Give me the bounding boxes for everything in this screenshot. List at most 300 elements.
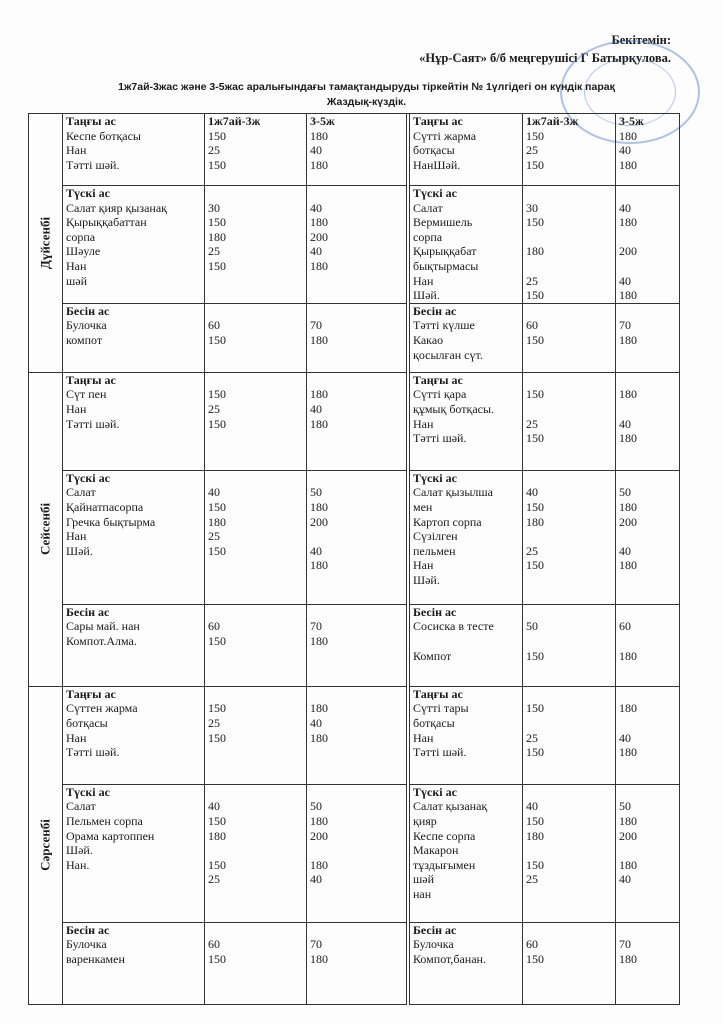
left-dish-cell <box>63 922 205 1004</box>
quantity-value: 150 <box>526 157 544 172</box>
quantity-value: 180 <box>619 558 637 573</box>
dish-name: Сүттен жарма <box>66 701 138 716</box>
quantity-value: 200 <box>619 828 637 843</box>
quantity-value <box>619 259 676 274</box>
right-qty-age2-cell <box>616 604 680 686</box>
age-column-header: 1ж7ай-3ж <box>526 114 579 128</box>
dish-name: қияр <box>413 813 437 828</box>
dish-name: нан <box>413 886 432 901</box>
quantity-value: 150 <box>208 332 226 347</box>
quantity-value: 180 <box>619 387 637 402</box>
quantity-value: 150 <box>526 701 544 716</box>
quantity-value: 180 <box>310 951 328 966</box>
right-qty-age2-cell <box>616 784 680 922</box>
quantity-value: 180 <box>310 813 328 828</box>
dish-name: Нан <box>413 416 434 431</box>
day-label <box>29 372 63 686</box>
left-qty-age1-cell <box>205 922 307 1004</box>
dish-name <box>413 634 519 649</box>
dish-name: Сүтті қара <box>413 387 467 402</box>
quantity-value: 150 <box>208 701 226 716</box>
right-qty-age1-cell <box>523 686 616 784</box>
quantity-value: 150 <box>208 258 226 273</box>
dish-name: ботқасы <box>413 715 455 730</box>
quantity-value: 50 <box>619 799 631 814</box>
dish-name: Сосиска в тесте <box>413 619 494 634</box>
right-dish-cell <box>410 604 523 686</box>
dish-name: Компот <box>413 648 452 663</box>
quantity-value: 150 <box>208 387 226 402</box>
meal-header: Бесін ас <box>66 604 110 619</box>
quantity-value: 40 <box>208 485 220 500</box>
right-qty-age1-cell <box>523 186 616 304</box>
quantity-value: 40 <box>310 543 322 558</box>
quantity-value: 70 <box>619 318 631 333</box>
quantity-value: 150 <box>208 730 226 745</box>
dish-name: құмық ботқасы. <box>413 401 495 416</box>
quantity-value: 40 <box>526 485 538 500</box>
document-title <box>40 80 693 110</box>
quantity-value: 150 <box>526 128 544 143</box>
quantity-value <box>208 274 303 289</box>
quantity-value <box>526 529 612 544</box>
quantity-value <box>619 348 676 363</box>
left-qty-age1-cell <box>205 604 307 686</box>
dish-name: Салат <box>66 485 96 500</box>
left-dish-cell <box>63 470 205 604</box>
quantity-value: 180 <box>619 648 637 663</box>
quantity-value: 180 <box>619 288 637 303</box>
right-qty-age1-cell <box>523 604 616 686</box>
dish-name: Шәй. <box>413 572 440 587</box>
meal-header: Таңғы ас <box>413 686 463 701</box>
quantity-value <box>208 843 303 858</box>
dish-name: Пельмен сорпа <box>66 813 143 828</box>
dish-name: Кеспе сорпа <box>413 828 476 843</box>
quantity-value: 150 <box>526 499 544 514</box>
meal-row <box>29 372 680 470</box>
quantity-value <box>310 529 403 544</box>
quantity-value: 40 <box>619 543 631 558</box>
quantity-value <box>619 230 676 245</box>
quantity-value: 180 <box>619 951 637 966</box>
quantity-value: 200 <box>310 828 328 843</box>
dish-name: мен <box>413 499 433 514</box>
right-qty-age2-cell <box>616 470 680 604</box>
dish-name: Нан. <box>66 857 90 872</box>
quantity-value: 150 <box>208 813 226 828</box>
quantity-value: 180 <box>619 745 637 760</box>
dish-name: Нан <box>413 558 434 573</box>
dish-name: Салат <box>66 799 96 814</box>
dish-name: Нан <box>66 529 87 544</box>
quantity-value: 40 <box>310 401 322 416</box>
left-qty-age2-cell <box>307 686 407 784</box>
quantity-value: 180 <box>619 128 637 143</box>
quantity-value: 30 <box>526 200 538 215</box>
right-dish-cell <box>410 303 523 372</box>
dish-name: Қырыққабаттан <box>66 215 147 230</box>
dish-name: Нан <box>66 258 87 273</box>
right-dish-cell <box>410 470 523 604</box>
dish-name: қосылған сүт. <box>413 347 483 362</box>
quantity-value: 180 <box>619 215 637 230</box>
quantity-value: 150 <box>526 951 544 966</box>
left-qty-age2-cell <box>307 186 407 304</box>
dish-name: НанШәй. <box>413 157 461 172</box>
quantity-value: 180 <box>208 514 226 529</box>
quantity-value <box>619 716 676 731</box>
quantity-value: 180 <box>310 128 328 143</box>
approval-line-1: Бекітемін: <box>611 33 671 47</box>
dish-name: Тәтті шәй. <box>66 416 120 431</box>
day-label <box>29 686 63 1004</box>
left-qty-age1-cell <box>205 686 307 784</box>
quantity-value <box>526 230 612 245</box>
quantity-value <box>526 402 612 417</box>
dish-name: ботқасы <box>66 715 108 730</box>
right-qty-age1-cell <box>523 372 616 470</box>
meal-row <box>29 604 680 686</box>
quantity-value: 150 <box>526 332 544 347</box>
day-name: Сейсенбі <box>37 503 53 556</box>
quantity-value: 40 <box>310 143 322 158</box>
dish-name: Картоп сорпа <box>413 514 482 529</box>
right-dish-cell <box>410 114 523 186</box>
quantity-value: 40 <box>619 730 631 745</box>
quantity-value: 180 <box>310 258 328 273</box>
meal-header: Бесін ас <box>66 922 110 937</box>
meal-row <box>29 303 680 372</box>
left-qty-age1-cell <box>205 784 307 922</box>
left-qty-age1-cell <box>205 303 307 372</box>
right-qty-age1-cell <box>523 922 616 1004</box>
quantity-value: 40 <box>310 200 322 215</box>
meal-header: Таңғы ас <box>413 114 463 128</box>
quantity-value: 150 <box>208 215 226 230</box>
left-qty-age2-cell <box>307 303 407 372</box>
dish-name: сорпа <box>413 229 443 244</box>
quantity-value: 60 <box>208 619 220 634</box>
meal-row <box>29 922 680 1004</box>
quantity-value: 25 <box>526 730 538 745</box>
quantity-value: 40 <box>208 799 220 814</box>
quantity-value: 150 <box>526 813 544 828</box>
dish-name: Булочка <box>413 937 454 952</box>
quantity-value <box>526 843 612 858</box>
quantity-value: 50 <box>619 485 631 500</box>
quantity-value: 50 <box>526 619 538 634</box>
left-qty-age1-cell <box>205 372 307 470</box>
quantity-value: 25 <box>526 143 538 158</box>
quantity-value: 180 <box>526 828 544 843</box>
dish-name: Тәтті шәй. <box>66 745 120 760</box>
quantity-value: 150 <box>526 558 544 573</box>
quantity-value: 180 <box>310 701 328 716</box>
quantity-value <box>526 716 612 731</box>
left-qty-age2-cell <box>307 470 407 604</box>
dish-name: Сүт пен <box>66 387 107 402</box>
right-qty-age2-cell <box>616 303 680 372</box>
quantity-value: 200 <box>619 244 637 259</box>
dish-name: Салат қияр қызанақ <box>66 200 167 215</box>
left-qty-age1-cell <box>205 114 307 186</box>
dish-name: бықтырмасы <box>413 258 479 273</box>
right-dish-cell <box>410 372 523 470</box>
dish-name: Қайнатпасорпа <box>66 499 144 514</box>
age-column-header: 1ж7ай-3ж <box>208 114 261 128</box>
dish-name: Тәтті күлше <box>413 318 475 333</box>
dish-name: Салат <box>413 200 443 215</box>
quantity-value: 180 <box>310 499 328 514</box>
quantity-value: 150 <box>526 857 544 872</box>
quantity-value: 50 <box>310 485 322 500</box>
quantity-value: 60 <box>208 318 220 333</box>
dish-name: пельмен <box>413 543 456 558</box>
dish-name: Какао <box>413 332 444 347</box>
left-qty-age1-cell <box>205 186 307 304</box>
quantity-value: 150 <box>526 745 544 760</box>
meal-row <box>29 784 680 922</box>
meal-header: Бесін ас <box>66 303 110 318</box>
quantity-value: 70 <box>310 619 322 634</box>
right-dish-cell <box>410 784 523 922</box>
left-dish-cell <box>63 784 205 922</box>
left-qty-age2-cell <box>307 604 407 686</box>
quantity-value: 40 <box>310 244 322 259</box>
quantity-value: 25 <box>208 143 220 158</box>
dish-name: Орама картоппен <box>66 828 155 843</box>
age-column-header: 3-5ж <box>619 114 644 128</box>
dish-name: Сары май. нан <box>66 619 140 634</box>
quantity-value: 180 <box>310 730 328 745</box>
meal-row <box>29 686 680 784</box>
quantity-value: 40 <box>619 273 631 288</box>
dish-name: Шәй. <box>66 543 93 558</box>
dish-name: шәй <box>413 872 434 887</box>
meal-header: Таңғы ас <box>66 114 116 128</box>
quantity-value: 60 <box>526 937 538 952</box>
quantity-value: 50 <box>310 799 322 814</box>
right-qty-age2-cell <box>616 372 680 470</box>
left-qty-age2-cell <box>307 784 407 922</box>
quantity-value: 180 <box>310 332 328 347</box>
dish-name: Шәй. <box>413 288 440 303</box>
quantity-value: 150 <box>208 416 226 431</box>
age-column-header: 3-5ж <box>310 114 335 128</box>
quantity-value <box>526 259 612 274</box>
quantity-value: 60 <box>526 318 538 333</box>
right-qty-age1-cell <box>523 784 616 922</box>
dish-name: Нан <box>413 273 434 288</box>
dish-name: Салат қызанақ <box>413 799 488 814</box>
quantity-value <box>310 843 403 858</box>
quantity-value: 180 <box>526 514 544 529</box>
quantity-value: 25 <box>208 244 220 259</box>
dish-name: Нан <box>66 730 87 745</box>
quantity-value: 70 <box>310 937 322 952</box>
quantity-value: 40 <box>526 799 538 814</box>
quantity-value <box>526 634 612 649</box>
quantity-value: 150 <box>208 157 226 172</box>
quantity-value: 180 <box>619 813 637 828</box>
quantity-value: 150 <box>208 499 226 514</box>
right-qty-age2-cell <box>616 686 680 784</box>
quantity-value: 180 <box>310 157 328 172</box>
quantity-value: 150 <box>526 387 544 402</box>
quantity-value: 180 <box>310 215 328 230</box>
meal-row <box>29 114 680 186</box>
quantity-value: 180 <box>619 332 637 347</box>
quantity-value: 150 <box>526 288 544 303</box>
quantity-value <box>619 634 676 649</box>
right-qty-age1-cell <box>523 470 616 604</box>
left-dish-cell <box>63 114 205 186</box>
quantity-value <box>526 348 612 363</box>
quantity-value: 40 <box>619 872 631 887</box>
dish-name: компот <box>66 332 103 347</box>
dish-name: Нан <box>66 143 87 158</box>
dish-name: Нан <box>66 401 87 416</box>
meal-header: Бесін ас <box>413 922 457 937</box>
dish-name: Компот,банан. <box>413 951 486 966</box>
meal-header: Таңғы ас <box>66 686 116 701</box>
left-dish-cell <box>63 372 205 470</box>
right-qty-age1-cell <box>523 114 616 186</box>
dish-name: Нан <box>413 730 434 745</box>
quantity-value: 150 <box>208 633 226 648</box>
dish-name: Вермишель <box>413 215 473 230</box>
title-line-1: 1ж7ай-3жас және 3-5жас аралығындағы тамақтандыруды тіркейтін № 1үлгідегі он күндік парақ <box>118 81 615 93</box>
dish-name: Гречка бықтырма <box>66 514 156 529</box>
quantity-value: 25 <box>526 543 538 558</box>
quantity-value <box>619 843 676 858</box>
quantity-value: 30 <box>208 200 220 215</box>
quantity-value: 150 <box>526 431 544 446</box>
quantity-value: 40 <box>619 143 631 158</box>
dish-name: шәй <box>66 273 87 288</box>
approval-line-2: «Нұр-Саят» б/б меңгерушісі Г Батырқулова. <box>419 51 671 65</box>
dish-name: Сүтті жарма <box>413 128 477 143</box>
quantity-value: 200 <box>310 514 328 529</box>
quantity-value: 60 <box>208 937 220 952</box>
quantity-value: 70 <box>310 318 322 333</box>
dish-name: Шәй. <box>66 843 93 858</box>
quantity-value: 180 <box>310 633 328 648</box>
dish-name: ботқасы <box>413 143 455 158</box>
quantity-value: 180 <box>619 431 637 446</box>
dish-name: варенкамен <box>66 951 125 966</box>
quantity-value: 180 <box>526 244 544 259</box>
left-dish-cell <box>63 186 205 304</box>
quantity-value: 180 <box>619 857 637 872</box>
left-qty-age2-cell <box>307 922 407 1004</box>
right-qty-age1-cell <box>523 303 616 372</box>
quantity-value: 150 <box>526 215 544 230</box>
dish-name: сорпа <box>66 229 96 244</box>
meal-header: Түскі ас <box>66 186 110 200</box>
quantity-value: 70 <box>619 937 631 952</box>
dish-name: Тәтті шәй. <box>413 745 467 760</box>
quantity-value: 40 <box>310 872 322 887</box>
dish-name: Сүтті тары <box>413 701 469 716</box>
left-qty-age2-cell <box>307 372 407 470</box>
meal-header: Таңғы ас <box>413 372 463 387</box>
day-name: Сәрсенбі <box>37 819 53 872</box>
dish-name: Салат қызылша <box>413 485 493 500</box>
dish-name: Кеспе ботқасы <box>66 128 141 143</box>
meal-row <box>29 470 680 604</box>
quantity-value: 180 <box>208 229 226 244</box>
day-label <box>29 114 63 373</box>
quantity-value: 180 <box>619 157 637 172</box>
quantity-value: 25 <box>526 416 538 431</box>
quantity-value: 150 <box>208 951 226 966</box>
left-dish-cell <box>63 686 205 784</box>
meal-header: Түскі ас <box>413 470 457 485</box>
meal-header: Таңғы ас <box>66 372 116 387</box>
day-name: Дүйсенбі <box>37 216 53 269</box>
quantity-value: 180 <box>208 828 226 843</box>
right-dish-cell <box>410 922 523 1004</box>
meal-header: Түскі ас <box>66 470 110 485</box>
right-qty-age2-cell <box>616 922 680 1004</box>
quantity-value <box>310 274 403 289</box>
left-qty-age1-cell <box>205 470 307 604</box>
quantity-value: 40 <box>310 715 322 730</box>
left-qty-age2-cell <box>307 114 407 186</box>
right-qty-age2-cell <box>616 114 680 186</box>
quantity-value: 150 <box>208 857 226 872</box>
quantity-value: 150 <box>526 648 544 663</box>
quantity-value: 180 <box>310 558 328 573</box>
quantity-value: 25 <box>208 529 220 544</box>
meal-row <box>29 186 680 304</box>
quantity-value: 180 <box>310 387 328 402</box>
left-dish-cell <box>63 604 205 686</box>
dish-name: тұздығымен <box>413 857 476 872</box>
left-dish-cell <box>63 303 205 372</box>
quantity-value: 200 <box>310 229 328 244</box>
meal-header: Түскі ас <box>413 186 457 200</box>
quantity-value: 180 <box>310 857 328 872</box>
dish-name: Сүзілген <box>413 529 458 544</box>
quantity-value: 40 <box>619 200 631 215</box>
dish-name: Қырыққабат <box>413 244 477 259</box>
quantity-value: 150 <box>208 543 226 558</box>
dish-name: Тәтті шәй. <box>66 157 120 172</box>
quantity-value <box>619 529 676 544</box>
dish-name: Макарон <box>413 843 459 858</box>
quantity-value <box>619 402 676 417</box>
quantity-value: 25 <box>526 872 538 887</box>
quantity-value: 180 <box>619 701 637 716</box>
quantity-value: 25 <box>526 273 538 288</box>
quantity-value: 40 <box>619 416 631 431</box>
meal-header: Түскі ас <box>66 784 110 799</box>
meal-header: Бесін ас <box>413 604 457 619</box>
quantity-value: 25 <box>208 715 220 730</box>
quantity-value: 180 <box>619 499 637 514</box>
quantity-value: 180 <box>310 416 328 431</box>
dish-name: Булочка <box>66 937 107 952</box>
dish-name: Компот.Алма. <box>66 633 137 648</box>
quantity-value: 200 <box>619 514 637 529</box>
meal-header: Түскі ас <box>413 784 457 799</box>
quantity-value: 150 <box>208 128 226 143</box>
title-line-2: Жаздық-күздік. <box>326 96 407 108</box>
dish-name: Шәуле <box>66 244 101 259</box>
